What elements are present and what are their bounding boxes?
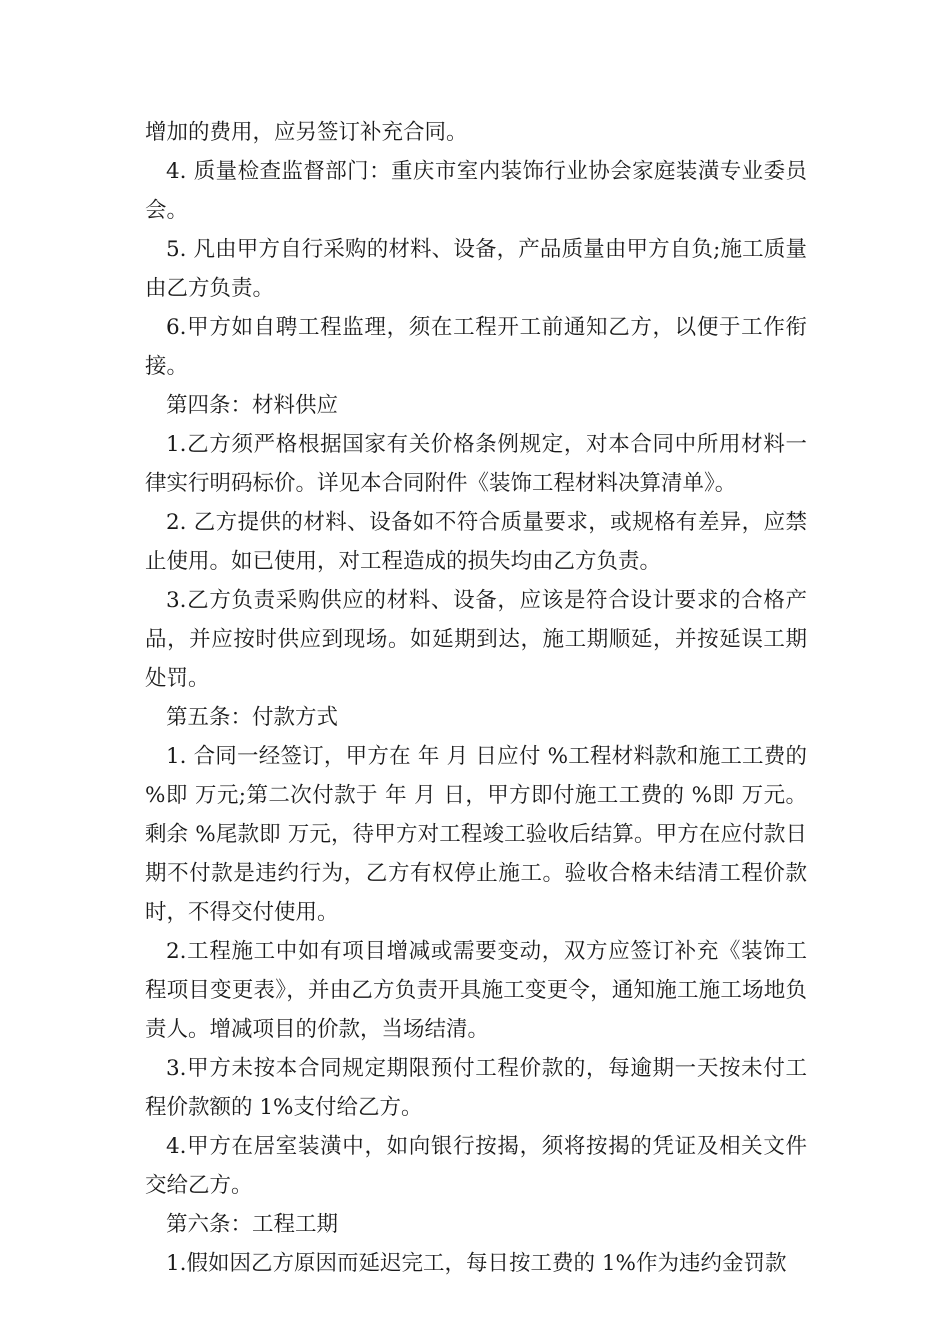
clause-item: 4. 质量检查监督部门：重庆市室内装饰行业协会家庭装潢专业委员会。 (145, 159, 807, 223)
section-heading: 第四条：材料供应 (166, 393, 339, 418)
section-heading: 第六条：工程工期 (166, 1212, 339, 1237)
clause-item: 1. 合同一经签订，甲方在 年 月 日应付 %工程材料款和施工工费的 %即 万元;第二次付款于 年 月 日，甲方即付施工工费的 %即 万元。剩余 %尾款即 万元，待甲方对工程竣工验收后结算。甲方在应付款日期不付款是违约行为，乙方有权停止施工。验收合格未结清工程价款时，不得交付使用。 (145, 744, 807, 925)
clause-item: 2. 乙方提供的材料、设备如不符合质量要求，或规格有差异，应禁止使用。如已使用，对工程造成的损失均由乙方负责。 (145, 510, 807, 574)
clause-item: 4.甲方在居室装潢中，如向银行按揭，须将按揭的凭证及相关文件交给乙方。 (145, 1134, 807, 1198)
section-heading: 第五条：付款方式 (166, 705, 339, 730)
document-page (145, 113, 807, 1283)
clause-item: 1.乙方须严格根据国家有关价格条例规定，对本合同中所用材料一律实行明码标价。详见本合同附件《装饰工程材料决算清单》。 (145, 432, 807, 496)
clause-item: 3.甲方未按本合同规定期限预付工程价款的，每逾期一天按未付工程价款额的 1%支付给乙方。 (145, 1056, 807, 1120)
clause-item: 1.假如因乙方原因而延迟完工，每日按工费的 1%作为违约金罚款 (166, 1251, 787, 1276)
paragraph-continuation: 增加的费用，应另签订补充合同。 (145, 120, 468, 145)
clause-item: 3.乙方负责采购供应的材料、设备，应该是符合设计要求的合格产品，并应按时供应到现场。如延期到达，施工期顺延，并按延误工期处罚。 (145, 588, 807, 691)
clause-item: 6.甲方如自聘工程监理，须在工程开工前通知乙方，以便于工作衔接。 (145, 315, 807, 379)
clause-item: 2.工程施工中如有项目增减或需要变动，双方应签订补充《装饰工程项目变更表》，并由乙方负责开具施工变更令，通知施工施工场地负责人。增减项目的价款，当场结清。 (145, 939, 807, 1042)
clause-item: 5. 凡由甲方自行采购的材料、设备，产品质量由甲方自负;施工质量由乙方负责。 (145, 237, 807, 301)
